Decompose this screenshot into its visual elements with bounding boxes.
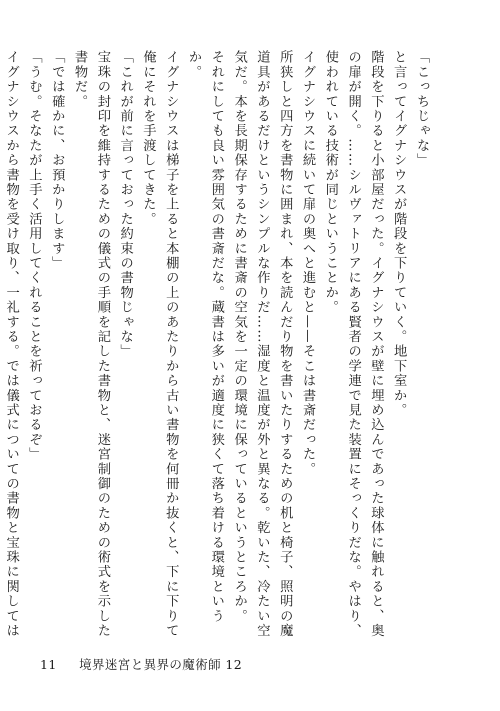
paragraph: イグナシウスは梯子を上ると本棚の上のあたりから古い書物を何冊か抜くと、下に下りて俺にそれを手渡してきた。 [140,50,179,638]
body-text [3,50,432,640]
paragraph: 「こっちじゃな」 [414,50,429,168]
book-title: 境界迷宮と異界の魔術師 12 [79,657,243,672]
page-number: 11 [40,657,57,672]
paragraph: 「これが前に言っておった約束の書物じゃな」 [117,50,133,359]
paragraph: 所狭しと四方を書物に囲まれ、本を読んだり物を書いたりするための机と椅子、照明の魔道具があるだけというシンプルな作りだ……湿度と温度が外と異なる。乾いた、冷たい空気だ。本を長期保存するために書斎の空気を一定の環境に保っているというところか。 [231,50,293,638]
paragraph: それにしても良い雰囲気の書斎だな。蔵書は多いが適度に狭くて落ち着ける環境というか。 [186,50,224,624]
paragraph: イグナシウスに続いて扉の奥へと進むと——そこは書斎だった。 [300,50,316,477]
paragraph: 宝珠の封印を維持するための儀式の手順を記した書物と、迷宮制御のための術式を示した書物だ。 [72,50,110,638]
paragraph: イグナシウスから書物を受け取り、一礼する。では儀式についての書物と宝珠に関しては [3,50,19,638]
paragraph: 「うむ。そなたが上手く活用してくれることを祈っておるぞ」 [26,50,42,462]
paragraph: と言ってイグナシウスが階段を下りていく。地下室か。 [391,50,407,418]
page-footer [40,655,242,673]
paragraph: 「では確かに、お預かりします」 [49,50,65,271]
paragraph: 階段を下りると小部屋だった。イグナシウスが壁に埋め込んであった球体に触れると、奥の扉が開く。……シルヴァトリアにある賢者の学連で見た装置にそっくりだな。やはり、使われている技術が同じということか。 [322,50,384,638]
